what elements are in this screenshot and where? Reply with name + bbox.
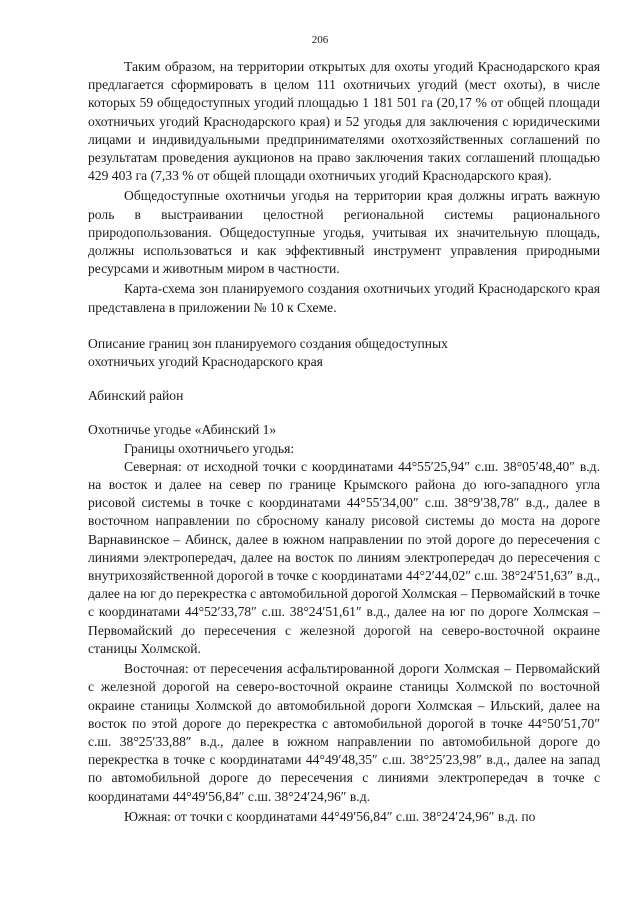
boundary-east: Восточная: от пересечения асфальтированной дороги Холмская – Первомайский с железной дорогой на северо-восточной окраине станицы Холмской по восточной окраине станицы Холмской до автомобильной дороги Холмская – Ильский, далее на восток по этой дороге до перекрестка с автомобильной дорогой в точке 44°50′51,70″ с.ш. 38°25′33,88″ в.д., далее в южном направлении по автомобильной дороге до перекрестка в точке с координатами 44°49′48,35″ с.ш. 38°25′23,98″ в.д., далее на запад по автомобильной дороге до пересечения с линиями электропередач в точке с координатами 44°49′56,84″ с.ш. 38°24′24,96″ в.д. — [88, 661, 600, 804]
page-body — [88, 58, 600, 826]
boundary-north: Северная: от исходной точки с координатами 44°55′25,94″ с.ш. 38°05′48,40″ в.д. на восток и далее на север по границе Крымского района до юго-западного угла рисовой системы в точке с координатами 44°55′34,00″ с.ш. 38°9′38,78″ в.д., далее в восточном направлении по сбросному каналу рисовой системы до моста на дороге Варнавинское – Абинск, далее в южном направлении по этой дороге до пересечения с линиями электропередач, далее на восток по линиям электропередач до пересечения с внутрихозяйственной дорогой в точке с координатами 44°2′44,02″ с.ш. 38°24′51,63″ в.д., далее на юг до перекрестка с автомобильной дорогой Холмская – Первомайский в точке с координатами 44°52′33,78″ с.ш. 38°24′51,61″ в.д., далее на юг по дороге Холмская – Первомайский до пересечения с железной дорогой на северо-восточной окраине станицы Холмской. — [88, 458, 600, 656]
page-number: 206 — [311, 34, 329, 46]
section-title — [88, 335, 600, 371]
section-title-line-1: Описание границ зон планируемого создания общедоступных — [88, 335, 448, 351]
paragraph-map-reference: Карта-схема зон планируемого создания охотничьих угодий Краснодарского края представлена в приложении № 10 к Схеме. — [88, 281, 600, 315]
boundary-south: Южная: от точки с координатами 44°49′56,84″ с.ш. 38°24′24,96″ в.д. по — [124, 808, 536, 824]
section-title-line-2: охотничьих угодий Краснодарского края — [88, 354, 323, 370]
boundaries-intro: Границы охотничьего угодья: — [124, 440, 295, 456]
paragraph-summary: Таким образом, на территории открытых для охоты угодий Краснодарского края предлагается сформировать в целом 111 охотничьих угодий (мест охоты), в числе которых 59 общедоступных угодий площадью 1 181 501 га (20,17 % от общей площади охотничьих угодий Краснодарского края) и 52 угодья для заключения с юридическими лицами и индивидуальными предпринимателями охотхозяйственных соглашений по результатам проведения аукционов на право заключения таких соглашений площадью 429 403 га (7,33 % от общей площади охотничьих угодий Краснодарского края). — [88, 59, 600, 184]
paragraph-public-grounds: Общедоступные охотничьи угодья на территории края должны играть важную роль в выстраивании целостной региональной системы рационального природопользования. Общедоступные угодья, учитывая их значительную площадь, должны использоваться и как эффективный инструмент управления природными ресурсами и животным миром в частности. — [88, 188, 600, 277]
district-heading: Абинский район — [88, 388, 184, 404]
ground-heading: Охотничье угодье «Абинский 1» — [88, 422, 277, 438]
